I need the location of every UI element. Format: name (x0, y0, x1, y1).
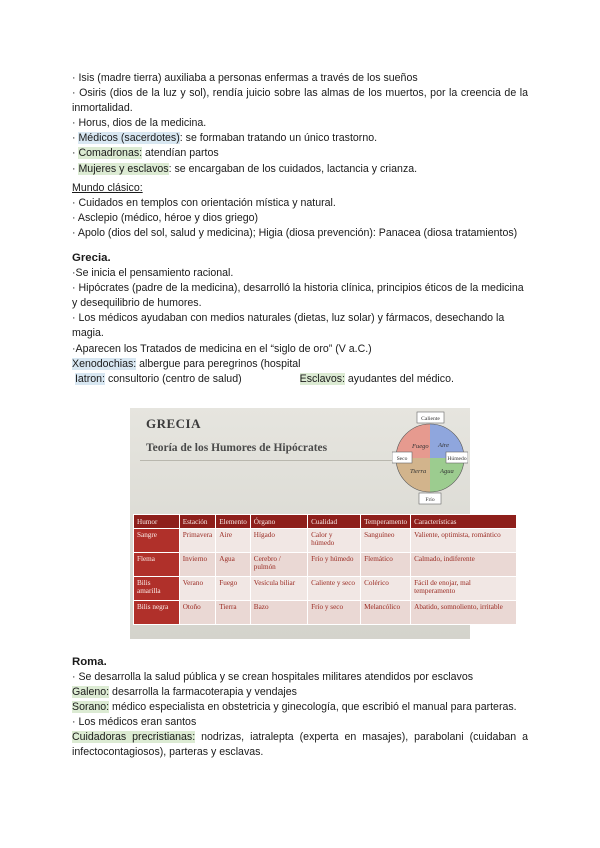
mujeres-line: · Mujeres y esclavos: se encargaban de los cuidados, lactancia y crianza. (72, 162, 418, 175)
col-elemento: Elemento (216, 515, 251, 529)
galeno-line: Galeno: desarrolla la farmacoterapia y vendajes (72, 686, 297, 699)
col-estacion: Estación (179, 515, 216, 529)
table-cell: Sangre (134, 529, 180, 553)
table-cell: Colérico (361, 577, 411, 601)
osiris-line: · Osiris (dios de la luz y sol), rendía juicio sobre las almas de los muertos, por la creencia de la inmortalidad. (72, 87, 528, 115)
table-cell: Melancólico (361, 601, 411, 625)
medicos-highlight: Médicos (sacerdotes) (78, 132, 180, 145)
comadronas-line: · Comadronas: atendían partos (72, 147, 219, 160)
table-cell: Aire (216, 529, 251, 553)
col-organo: Órgano (250, 515, 307, 529)
document-body (72, 71, 528, 387)
table-row (134, 529, 517, 553)
xenodochias-line: Xenodochias: albergue para peregrinos (hospital (72, 357, 301, 370)
grecia-heading: Grecia. (72, 252, 111, 265)
table-cell: Frío y seco (308, 601, 361, 625)
table-cell: Sanguíneo (361, 529, 411, 553)
table-cell: Abatido, somnoliento, irritable (411, 601, 517, 625)
table-cell: Bilis negra (134, 601, 180, 625)
table-cell: Vesícula biliar (250, 577, 307, 601)
table-cell: Bilis amarilla (134, 577, 180, 601)
horus-line: · Horus, dios de la medicina. (72, 117, 207, 130)
mundo-item: · Apolo (dios del sol, salud y medicina); Higia (diosa prevención): Panacea (diosa tratamientos) (72, 226, 518, 239)
cuidadoras-line: Cuidadoras precristianas: nodrizas, iatralepta (experta en masajes), parabolani (cuidaban a infectocontagiosos), parteras y esclavas. (72, 731, 528, 759)
table-row (134, 601, 517, 625)
table-cell: Frío y húmedo (308, 553, 361, 577)
mujeres-highlight: Mujeres y esclavos (78, 162, 169, 175)
table-cell: Fácil de enojar, mal temperamento (411, 577, 517, 601)
table-row (134, 577, 517, 601)
esclavos-highlight: Esclavos: (299, 372, 345, 385)
table-cell: Calmado, indiferente (411, 553, 517, 577)
isis-line: · Isis (madre tierra) auxiliaba a personas enfermas a través de los sueños (72, 72, 418, 84)
slide-title: GRECIA (146, 416, 202, 431)
humors-diagram (392, 410, 468, 506)
table-cell: Caliente y seco (308, 577, 361, 601)
xenodochias-highlight: Xenodochias: (72, 357, 137, 370)
table-header-row (134, 515, 517, 529)
fuego-label: Fuego (412, 443, 429, 450)
medicos-line: · Médicos (sacerdotes): se formaban tratando un único trastorno. (72, 132, 378, 145)
roma-line: · Se desarrolla la salud pública y se crean hospitales militares atendidos por esclavos (72, 671, 474, 683)
col-cualidad: Cualidad (308, 515, 361, 529)
caliente-label: Caliente (421, 416, 440, 422)
grecia-item: ·Se inicia el pensamiento racional. (72, 267, 234, 280)
table-cell: Bazo (250, 601, 307, 625)
santos-line: · Los médicos eran santos (72, 716, 197, 729)
col-humor: Humor (134, 515, 180, 529)
table-cell: Agua (216, 553, 251, 577)
table-cell: Fuego (216, 577, 251, 601)
table-cell: Calor y húmedo (308, 529, 361, 553)
seco-label: Seco (396, 456, 408, 462)
grecia-item: ·Aparecen los Tratados de medicina en el “siglo de oro” (V a.C.) (72, 342, 372, 355)
table-cell: Hígado (250, 529, 307, 553)
agua-label: Agua (440, 468, 454, 475)
humores-table (133, 514, 517, 625)
table-cell: Flema (134, 553, 180, 577)
table-cell: Cerebro / pulmón (250, 553, 307, 577)
mundo-clasico-heading: Mundo clásico: (72, 181, 143, 194)
galeno-highlight: Galeno: (72, 686, 110, 699)
aire-label: Aire (438, 442, 449, 449)
col-caracteristicas: Características (411, 515, 517, 529)
frio-label: Frío (425, 497, 435, 503)
roma-heading: Roma. (72, 656, 107, 668)
table-cell: Otoño (179, 601, 216, 625)
roma-section (72, 654, 528, 761)
sorano-highlight: Sorano: (72, 701, 110, 714)
cuidadoras-highlight: Cuidadoras precristianas: (72, 731, 196, 744)
humedo-label: Húmedo (447, 456, 467, 462)
table-cell: Primavera (179, 529, 216, 553)
grecia-item: · Los médicos ayudaban con medios naturales (dietas, luz solar) y fármacos, desechando la magia. (72, 312, 505, 340)
mundo-item: · Asclepio (médico, héroe y dios griego) (72, 211, 259, 224)
table-cell: Flemático (361, 553, 411, 577)
table-row (134, 553, 517, 577)
humores-slide-image (130, 408, 503, 639)
iatron-highlight: Iatron: (74, 372, 105, 385)
grecia-item: · Hipócrates (padre de la medicina), desarrolló la historia clínica, principios éticos de la medicina y desequilibrio de humores. (72, 282, 524, 310)
sorano-line: Sorano: médico especialista en obstetricia y ginecología, que escribió el manual para parteras. (72, 701, 517, 714)
table-cell: Invierno (179, 553, 216, 577)
slide-subtitle: Teoría de los Humores de Hipócrates (146, 442, 328, 454)
comadronas-highlight: Comadronas: (78, 147, 143, 160)
table-cell: Verano (179, 577, 216, 601)
iatron-esclavos-line: Iatron: consultorio (centro de salud) Esclavos: ayudantes del médico. (74, 372, 454, 385)
tierra-label: Tierra (410, 468, 427, 475)
mundo-item: · Cuidados en templos con orientación mística y natural. (72, 196, 336, 209)
table-cell: Valiente, optimista, romántico (411, 529, 517, 553)
table-cell: Tierra (216, 601, 251, 625)
col-temperamento: Temperamento (361, 515, 411, 529)
